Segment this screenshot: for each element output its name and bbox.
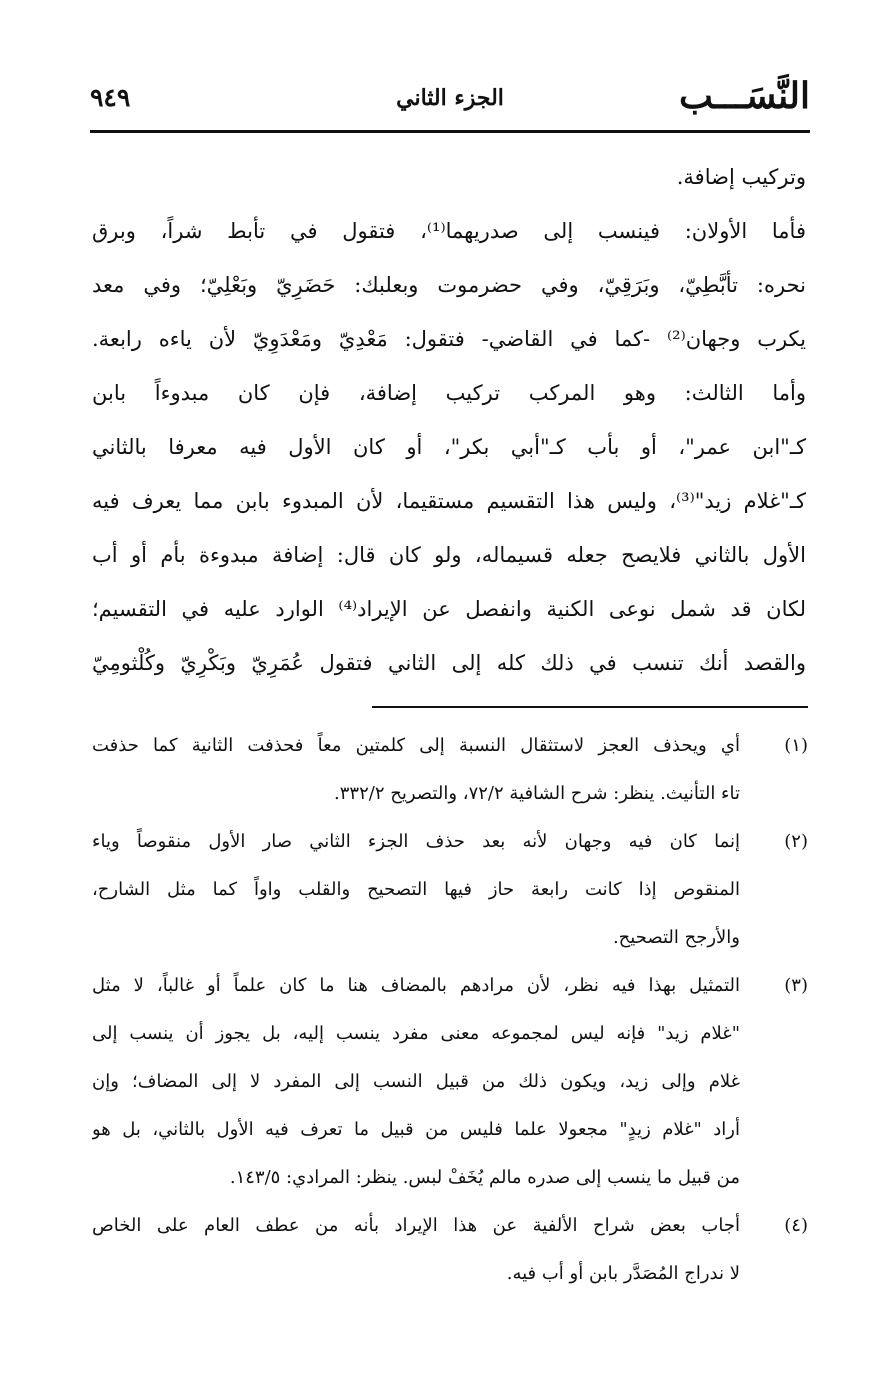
footnote-line: من قبيل ما ينسب إلى صدره مالم يُخَفْ لبس. ينظر: المرادي: ١٤٣/٥. [229, 1167, 740, 1188]
main-text-line: وتركيب إضافة. [676, 165, 806, 189]
footnote-number: (١) [784, 735, 808, 756]
header-rule [90, 130, 810, 133]
footnote-line: تاء التأنيث. ينظر: شرح الشافية ٧٢/٢، والتصريح ٣٣٢/٢. [334, 783, 740, 804]
footnote-line: غلام وإلى زيد، ويكون ذلك من قبيل النسب إلى المفرد لا إلى المضاف؛ وإن [92, 1071, 740, 1092]
page-number: ٩٤٩ [90, 83, 131, 112]
main-text-line: الأول بالثاني فلايصح جعله قسيماله، ولو كان قال: إضافة مبدوءة بأم أو أب [92, 543, 806, 567]
footnote-line: أي ويحذف العجز لاستثقال النسبة إلى كلمتين معاً فحذفت الثانية كما حذفت [92, 735, 740, 756]
footnote-3 [92, 962, 808, 1202]
main-text-line: كـ"ابن عمر"، أو بأب كـ"أبي بكر"، أو كان الأول فيه معرفا بالثاني [92, 435, 806, 459]
footnote-line: المنقوص إذا كانت رابعة حاز فيها التصحيح والقلب واواً كما مثل الشارح، [92, 879, 740, 900]
running-head: النَّسَـــب [679, 75, 810, 117]
footnote-line: "غلام زيد" فإنه ليس لمجموعه معنى مفرد ينسب إليه، بل يجوز أن ينسب إلى [92, 1023, 740, 1044]
main-text-line: وأما الثالث: وهو المركب تركيب إضافة، فإن كان مبدوءاً بابن [92, 381, 806, 405]
footnote-body [92, 1202, 740, 1298]
footnote-line: لا ندراج المُصَدَّر بابن أو أب فيه. [506, 1263, 740, 1284]
main-text-line: كـ"غلام زيد"⁽³⁾، وليس هذا التقسيم مستقيما، لأن المبدوء بابن مما يعرف فيه [92, 489, 806, 513]
footnotes [92, 722, 808, 1312]
footnote-body [92, 818, 740, 962]
footnote-separator [372, 706, 808, 708]
main-text [92, 150, 806, 690]
footnote-line: التمثيل بهذا فيه نظر، لأن مرادهم بالمضاف هنا ما كان علماً أو غالباً، لا مثل [92, 975, 740, 996]
main-text-line: لكان قد شمل نوعى الكنية وانفصل عن الإيراد⁽⁴⁾ الوارد عليه في التقسيم؛ [92, 597, 806, 621]
footnote-line: إنما كان فيه وجهان لأنه بعد حذف الجزء الثاني صار الأول منقوصاً وياء [92, 831, 740, 852]
main-text-line: والقصد أنك تنسب في ذلك كله إلى الثاني فتقول عُمَرِيّ وبَكْرِيّ وكُلْثومِيّ [92, 651, 806, 675]
footnote-4 [92, 1202, 808, 1298]
footnote-line: أراد "غلام زيدٍ" مجعولا علما فليس من قبيل ما تعرف فيه الأول بالثاني، بل هو [92, 1119, 740, 1140]
main-text-line: نحره: تأبَّطِيّ، وبَرَقِيّ، وفي حضرموت وبعلبك: حَضَرِيّ وبَعْلِيّ؛ وفي معد [92, 273, 806, 297]
footnote-line: والأرجح التصحيح. [612, 927, 740, 948]
footnote-body [92, 962, 740, 1202]
footnote-body [92, 722, 740, 818]
footnote-number: (٤) [784, 1215, 808, 1236]
footnote-number: (٣) [784, 975, 808, 996]
footnote-2 [92, 818, 808, 962]
page-header [90, 72, 810, 128]
footnote-1 [92, 722, 808, 818]
main-text-line: فأما الأولان: فينسب إلى صدريهما⁽¹⁾، فتقول في تأبط شراً، وبرق [92, 219, 806, 243]
part-title: الجزء الثاني [396, 85, 504, 111]
footnote-number: (٢) [784, 831, 808, 852]
footnote-line: أجاب بعض شراح الألفية عن هذا الإيراد بأنه من عطف العام على الخاص [92, 1215, 740, 1236]
main-text-line: يكرب وجهان⁽²⁾ -كما في القاضي- فتقول: مَعْدِيّ ومَعْدَوِيّ لأن ياءه رابعة. [92, 327, 806, 351]
